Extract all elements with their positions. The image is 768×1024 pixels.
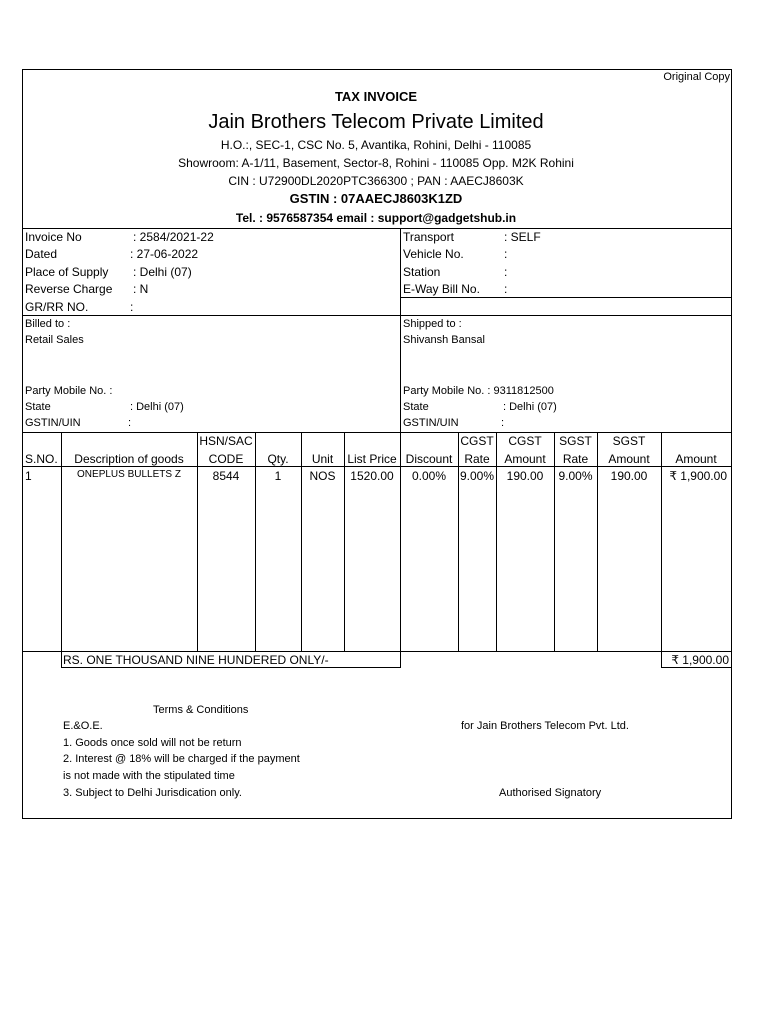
- showroom-address: Showroom: A-1/11, Basement, Sector-8, Rohini - 110085 Opp. M2K Rohini: [178, 156, 574, 170]
- row-cgst-rate: 9.00%: [459, 469, 495, 483]
- shipped-state-value: : Delhi (07): [503, 401, 557, 413]
- transport-label: Transport: [403, 230, 454, 244]
- invoice-no-value: : 2584/2021-22: [133, 230, 214, 244]
- header-unit: Unit: [311, 452, 334, 466]
- contact-line: Tel. : 9576587354 email : support@gadgetshub.in: [235, 211, 517, 225]
- table-top-border: [22, 432, 731, 433]
- row-sno: 1: [25, 469, 32, 483]
- divider: [22, 228, 731, 229]
- header-list-price: List Price: [347, 452, 397, 466]
- billed-state-label: State: [25, 401, 51, 413]
- shipped-state-label: State: [403, 401, 429, 413]
- header-sgst-amount-top: SGST: [612, 434, 646, 448]
- col-divider: [61, 432, 62, 668]
- amount-in-words: RS. ONE THOUSAND NINE HUNDERED ONLY/-: [63, 653, 329, 667]
- divider: [401, 297, 731, 298]
- reverse-charge-label: Reverse Charge: [25, 282, 113, 296]
- header-hsn-top: HSN/SAC: [199, 434, 253, 448]
- table-header-border: [22, 466, 731, 467]
- shipped-mobile: Party Mobile No. : 9311812500: [403, 385, 554, 397]
- row-description: ONEPLUS BULLETS Z: [77, 469, 181, 480]
- header-cgst-amount-bottom: Amount: [504, 452, 546, 466]
- ho-address: H.O.:, SEC-1, CSC No. 5, Avantika, Rohini, Delhi - 110085: [220, 138, 532, 152]
- term-1: 1. Goods once sold will not be return: [63, 737, 242, 749]
- col-divider: [400, 432, 401, 668]
- total-row-bottom-border: [661, 667, 731, 668]
- grrr-value: :: [130, 300, 134, 314]
- row-discount: 0.00%: [411, 469, 447, 483]
- billed-to-label: Billed to :: [25, 318, 71, 330]
- row-cgst-amount: 190.00: [506, 469, 544, 483]
- vehicle-value: :: [504, 247, 508, 261]
- header-qty: Qty.: [267, 452, 289, 466]
- row-hsn: 8544: [212, 469, 240, 483]
- place-of-supply-label: Place of Supply: [25, 265, 109, 279]
- cin-pan: CIN : U72900DL2020PTC366300 ; PAN : AAECJ8603K: [228, 174, 524, 188]
- header-discount: Discount: [405, 452, 453, 466]
- copy-label: Original Copy: [663, 71, 730, 83]
- eway-bill-label: E-Way Bill No.: [403, 282, 480, 296]
- billed-gstin-value: :: [128, 417, 132, 429]
- billed-to-name: Retail Sales: [25, 334, 84, 346]
- total-row-bottom-border: [61, 667, 401, 668]
- divider: [22, 315, 731, 316]
- shipped-to-label: Shipped to :: [403, 318, 462, 330]
- header-description: Description of goods: [74, 452, 184, 466]
- header-hsn-bottom: CODE: [208, 452, 244, 466]
- reverse-charge-value: : N: [133, 282, 149, 296]
- billed-gstin-label: GSTIN/UIN: [25, 417, 81, 429]
- row-list-price: 1520.00: [350, 469, 394, 483]
- place-of-supply-value: : Delhi (07): [133, 265, 192, 279]
- header-sgst-amount-bottom: Amount: [608, 452, 650, 466]
- header-sno: S.NO.: [25, 452, 58, 466]
- term-3: 3. Subject to Delhi Jurisdication only.: [63, 787, 242, 799]
- header-sgst-rate-top: SGST: [559, 434, 592, 448]
- shipped-gstin-label: GSTIN/UIN: [403, 417, 459, 429]
- term-2a: 2. Interest @ 18% will be charged if the payment: [63, 753, 300, 765]
- row-sgst-rate: 9.00%: [558, 469, 593, 483]
- row-sgst-amount: 190.00: [610, 469, 648, 483]
- divider: [400, 228, 401, 433]
- invoice-no-label: Invoice No: [25, 230, 82, 244]
- header-sgst-rate-bottom: Rate: [562, 452, 589, 466]
- eoe: E.&O.E.: [63, 720, 103, 732]
- total-row-top-border: [22, 651, 731, 652]
- shipped-to-name: Shivansh Bansal: [403, 334, 485, 346]
- billed-mobile: Party Mobile No. :: [25, 385, 113, 397]
- header-cgst-amount-top: CGST: [508, 434, 542, 448]
- billed-state-value: : Delhi (07): [130, 401, 184, 413]
- transport-value: : SELF: [504, 230, 541, 244]
- header-cgst-rate-bottom: Rate: [464, 452, 490, 466]
- gstin: GSTIN : 07AAECJ8603K1ZD: [289, 191, 463, 206]
- grand-total: ₹ 1,900.00: [671, 653, 729, 667]
- authorised-signatory: Authorised Signatory: [499, 787, 602, 799]
- row-unit: NOS: [309, 469, 336, 483]
- row-qty: 1: [274, 469, 282, 483]
- for-company: for Jain Brothers Telecom Pvt. Ltd.: [461, 720, 629, 732]
- terms-title: Terms & Conditions: [153, 704, 249, 716]
- dated-value: : 27-06-2022: [130, 247, 199, 261]
- header-cgst-rate-top: CGST: [460, 434, 494, 448]
- vehicle-label: Vehicle No.: [403, 247, 464, 261]
- row-amount: ₹ 1,900.00: [669, 469, 727, 483]
- station-label: Station: [403, 265, 441, 279]
- eway-bill-value: :: [504, 282, 508, 296]
- shipped-gstin-value: :: [501, 417, 505, 429]
- doc-title: TAX INVOICE: [334, 89, 418, 104]
- station-value: :: [504, 265, 508, 279]
- term-2b: is not made with the stipulated time: [63, 770, 235, 782]
- company-name: Jain Brothers Telecom Private Limited: [208, 111, 544, 133]
- grrr-label: GR/RR NO.: [25, 300, 89, 314]
- header-amount: Amount: [675, 452, 717, 466]
- dated-label: Dated: [25, 247, 58, 261]
- col-divider: [661, 432, 662, 668]
